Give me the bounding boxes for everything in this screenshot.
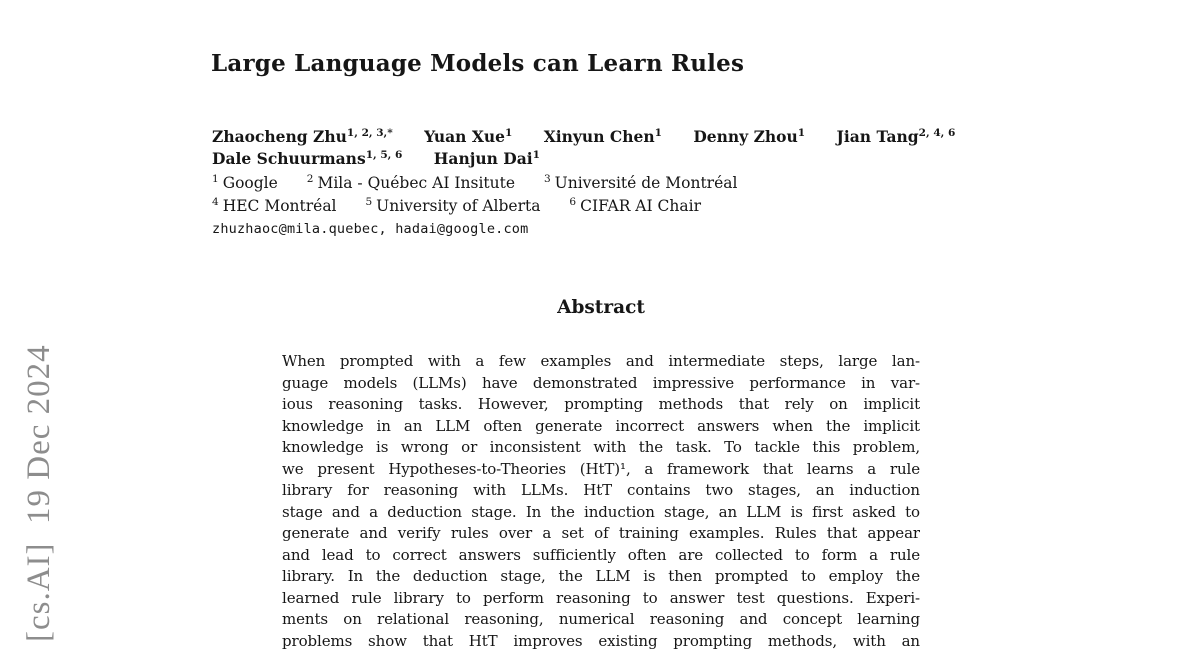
affiliation bbox=[307, 174, 515, 192]
abstract-line: guage models (LLMs) have demonstrated impressive performance in var- bbox=[282, 373, 920, 395]
affiliation-row-2 bbox=[212, 195, 942, 218]
author-name: Denny Zhou bbox=[693, 127, 797, 146]
affiliation-sup: 4 bbox=[212, 196, 219, 208]
author-name: Hanjun Dai bbox=[434, 149, 533, 168]
abstract-heading: Abstract bbox=[282, 297, 920, 318]
affiliation-sup: 2 bbox=[307, 173, 314, 185]
abstract-line: knowledge in an LLM often generate incorrect answers when the implicit bbox=[282, 416, 920, 438]
email-line: zhuzhaoc@mila.quebec, hadai@google.com bbox=[212, 221, 528, 237]
affiliation-row-1 bbox=[212, 172, 942, 195]
author bbox=[837, 127, 956, 146]
abstract-line: ious reasoning tasks. However, prompting methods that rely on implicit bbox=[282, 394, 920, 416]
affiliation bbox=[569, 197, 701, 215]
author-affil-sup: 1 bbox=[533, 149, 540, 161]
affiliation-sup: 3 bbox=[544, 173, 551, 185]
author-affil-sup: 1, 2, 3,* bbox=[347, 127, 393, 139]
affiliation-name: Université de Montréal bbox=[555, 174, 738, 192]
author-affil-sup: 1 bbox=[798, 127, 805, 139]
author-row-1 bbox=[212, 126, 942, 148]
author-row-2 bbox=[212, 148, 942, 170]
author-affil-sup: 2, 4, 6 bbox=[919, 127, 956, 139]
author-affil-sup: 1, 5, 6 bbox=[366, 149, 403, 161]
author-name: Dale Schuurmans bbox=[212, 149, 366, 168]
affiliation bbox=[365, 197, 540, 215]
affiliation-name: Mila - Québec AI Insitute bbox=[317, 174, 515, 192]
affiliation bbox=[212, 174, 278, 192]
arxiv-watermark: [cs.AI] 19 Dec 2024 bbox=[21, 344, 58, 642]
abstract-body bbox=[282, 351, 920, 652]
abstract-line: stage and a deduction stage. In the induction stage, an LLM is first asked to bbox=[282, 502, 920, 524]
abstract-line: generate and verify rules over a set of training examples. Rules that appear bbox=[282, 523, 920, 545]
abstract-line: When prompted with a few examples and intermediate steps, large lan- bbox=[282, 351, 920, 373]
author-name: Jian Tang bbox=[837, 127, 919, 146]
affiliation-block bbox=[212, 172, 942, 218]
author-affil-sup: 1 bbox=[505, 127, 512, 139]
author bbox=[693, 127, 805, 146]
affiliation-sup: 1 bbox=[212, 173, 219, 185]
abstract-line: we present Hypotheses-to-Theories (HtT)¹, a framework that learns a rule bbox=[282, 459, 920, 481]
abstract-line: ments on relational reasoning, numerical reasoning and concept learning bbox=[282, 609, 920, 631]
abstract-line: problems show that HtT improves existing prompting methods, with an bbox=[282, 631, 920, 652]
affiliation bbox=[212, 197, 337, 215]
author bbox=[212, 127, 393, 146]
paper-title: Large Language Models can Learn Rules bbox=[211, 50, 744, 77]
author-name: Yuan Xue bbox=[424, 127, 505, 146]
author-name: Zhaocheng Zhu bbox=[212, 127, 347, 146]
author bbox=[424, 127, 512, 146]
affiliation-sup: 6 bbox=[569, 196, 576, 208]
author-affil-sup: 1 bbox=[655, 127, 662, 139]
abstract-line: learned rule library to perform reasoning to answer test questions. Experi- bbox=[282, 588, 920, 610]
affiliation-name: CIFAR AI Chair bbox=[580, 197, 701, 215]
abstract-line: library. In the deduction stage, the LLM is then prompted to employ the bbox=[282, 566, 920, 588]
affiliation-name: HEC Montréal bbox=[223, 197, 337, 215]
author bbox=[212, 149, 402, 168]
author bbox=[544, 127, 662, 146]
affiliation-sup: 5 bbox=[365, 196, 372, 208]
affiliation-name: University of Alberta bbox=[376, 197, 540, 215]
abstract-line: library for reasoning with LLMs. HtT contains two stages, an induction bbox=[282, 480, 920, 502]
abstract-line: knowledge is wrong or inconsistent with the task. To tackle this problem, bbox=[282, 437, 920, 459]
affiliation bbox=[544, 174, 738, 192]
author-name: Xinyun Chen bbox=[544, 127, 655, 146]
author-block bbox=[212, 126, 942, 170]
author bbox=[434, 149, 540, 168]
abstract-line: and lead to correct answers sufficiently often are collected to form a rule bbox=[282, 545, 920, 567]
affiliation-name: Google bbox=[223, 174, 278, 192]
